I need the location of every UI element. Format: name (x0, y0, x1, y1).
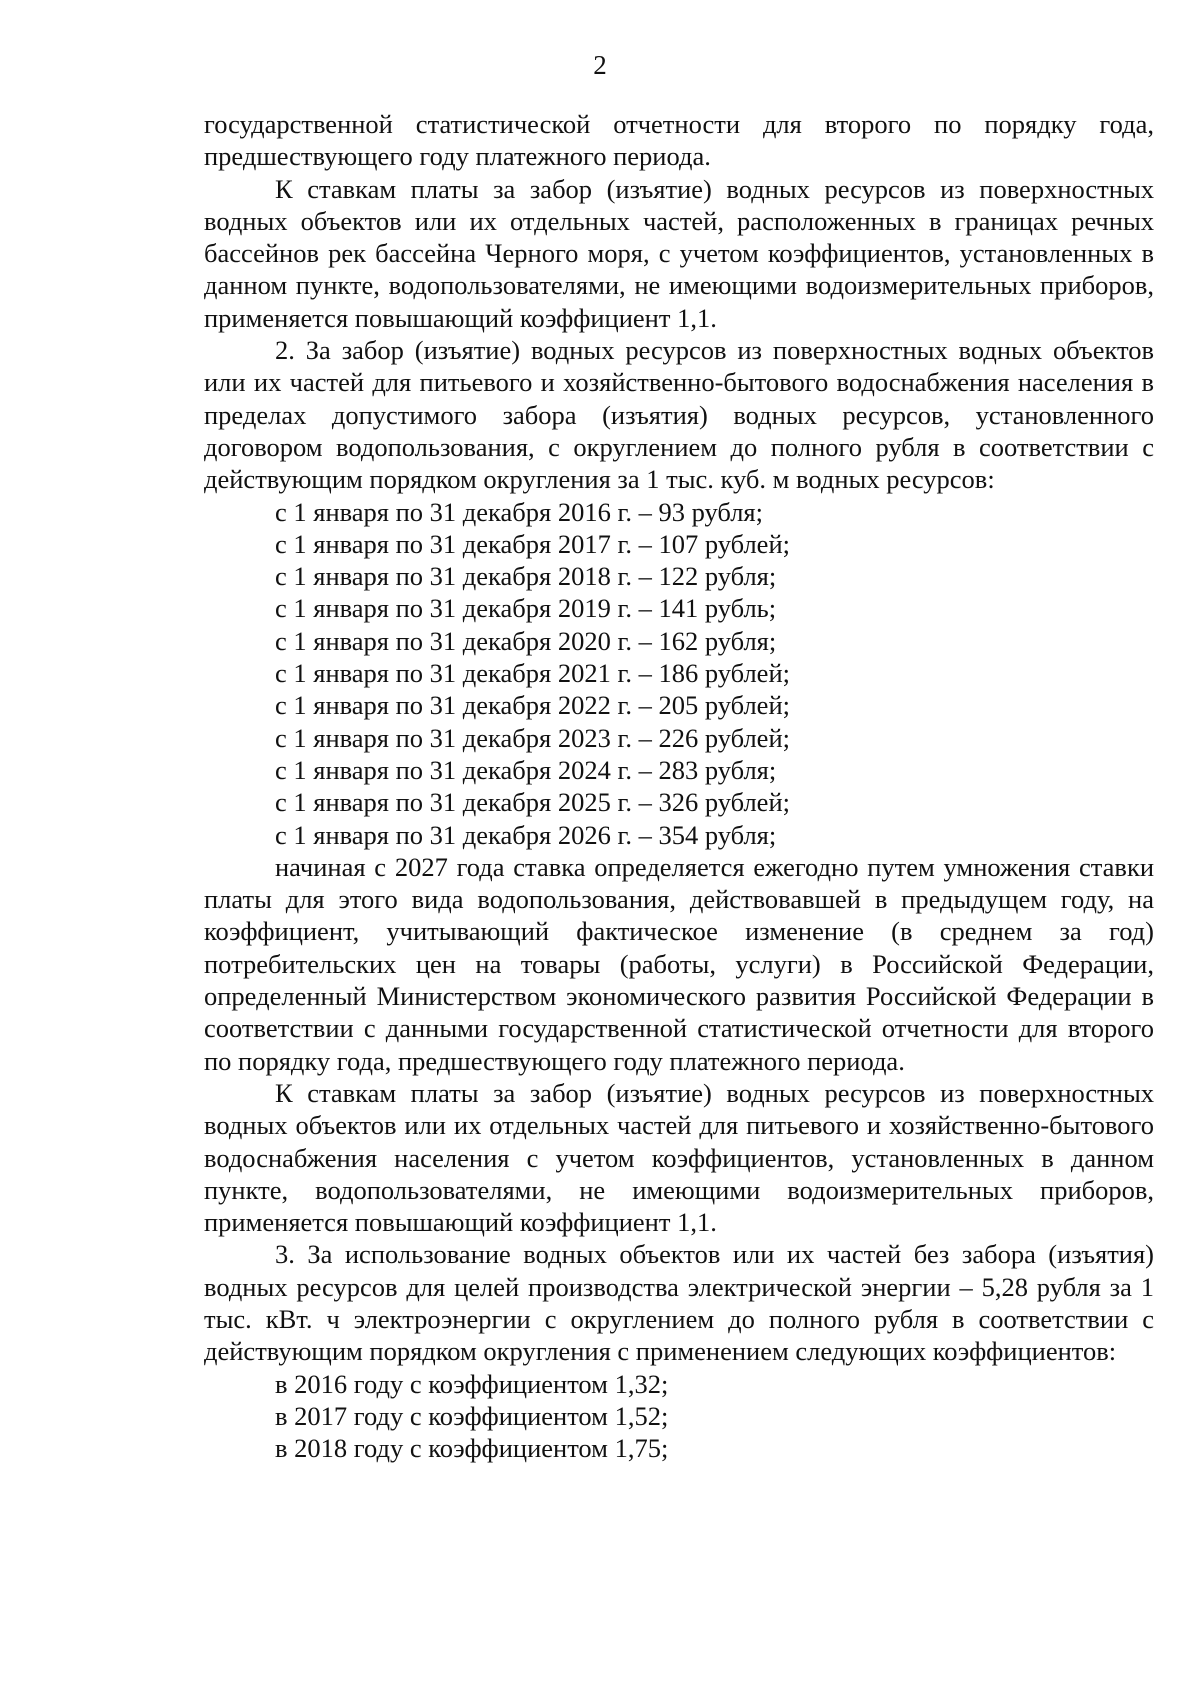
rate-list-item: с 1 января по 31 декабря 2023 г. – 226 рублей; (275, 722, 790, 753)
paragraph-top-2: К ставкам платы за забор (изъятие) водных ресурсов из поверхностных водных объектов или их отдельных частей, расположенных в границах речных бассейнов рек бассейна Черного моря, с учетом коэффициентов, установленных в данном пункте, водопользователями, не имеющими водоизмерительных приборов, применяется повышающий коэффициент 1,1. (204, 173, 1154, 333)
coefficient-list-item: в 2016 году с коэффициентом 1,32; (275, 1368, 669, 1399)
paragraph-middle-1: начиная с 2027 года ставка определяется ежегодно путем умножения ставки платы для этого вида водопользования, действовавшей в предыдущем году, на коэффициент, учитывающий фактическое изменение (в среднем за год) потребительских цен на товары (работы, услуги) в Российской Федерации, определенный Министерством экономического развития Российской Федерации в соответствии с данными государственной статистической отчетности для второго по порядку года, предшествующего году платежного периода. (204, 851, 1154, 1076)
coefficient-list-item: в 2017 году с коэффициентом 1,52; (275, 1400, 669, 1431)
rate-list-item: с 1 января по 31 декабря 2020 г. – 162 рубля; (275, 625, 777, 656)
coefficient-list (204, 1368, 1154, 1465)
paragraph-top-3: 2. За забор (изъятие) водных ресурсов из поверхностных водных объектов или их частей для питьевого и хозяйственно-бытового водоснабжения населения в пределах допустимого забора (изъятия) водных ресурсов, установленного договором водопользования, с округлением до полного рубля в соответствии с действующим порядком округления за 1 тыс. куб. м водных ресурсов: (204, 335, 1154, 495)
paragraph-top-1: государственной статистической отчетности для второго по порядку года, предшествующего году платежного периода. (204, 109, 1154, 172)
paragraph-group-middle (204, 851, 1154, 1368)
rate-list-item: с 1 января по 31 декабря 2026 г. – 354 рубля; (275, 819, 777, 850)
rate-list-item: с 1 января по 31 декабря 2021 г. – 186 рублей; (275, 658, 790, 689)
rate-list-item: с 1 января по 31 декабря 2016 г. – 93 рубля; (275, 496, 763, 527)
rate-list-item: с 1 января по 31 декабря 2024 г. – 283 рубля; (275, 754, 777, 785)
page-number: 2 (593, 50, 607, 80)
rate-list-item: с 1 января по 31 декабря 2017 г. – 107 рублей; (275, 528, 790, 559)
paragraph-group-top (204, 108, 1154, 496)
rate-list-item: с 1 января по 31 декабря 2022 г. – 205 рублей; (275, 690, 790, 721)
rate-list (204, 496, 1154, 851)
rate-list-item: с 1 января по 31 декабря 2019 г. – 141 рубль; (275, 593, 777, 624)
coefficient-list-item: в 2018 году с коэффициентом 1,75; (275, 1433, 669, 1464)
paragraph-middle-2: К ставкам платы за забор (изъятие) водных ресурсов из поверхностных водных объектов или их отдельных частей для питьевого и хозяйственно-бытового водоснабжения населения с учетом коэффициентов, установленных в данном пункте, водопользователями, не имеющими водоизмерительных приборов, применяется повышающий коэффициент 1,1. (204, 1077, 1154, 1238)
rate-list-item: с 1 января по 31 декабря 2025 г. – 326 рублей; (275, 787, 790, 818)
document-body (204, 108, 1154, 1464)
paragraph-middle-3: 3. За использование водных объектов или их частей без забора (изъятия) водных ресурсов для целей производства электрической энергии – 5,28 рубля за 1 тыс. кВт. ч электроэнергии с округлением до полного рубля в соответствии с действующим порядком округления с применением следующих коэффициентов: (204, 1239, 1154, 1367)
rate-list-item: с 1 января по 31 декабря 2018 г. – 122 рубля; (275, 561, 777, 592)
